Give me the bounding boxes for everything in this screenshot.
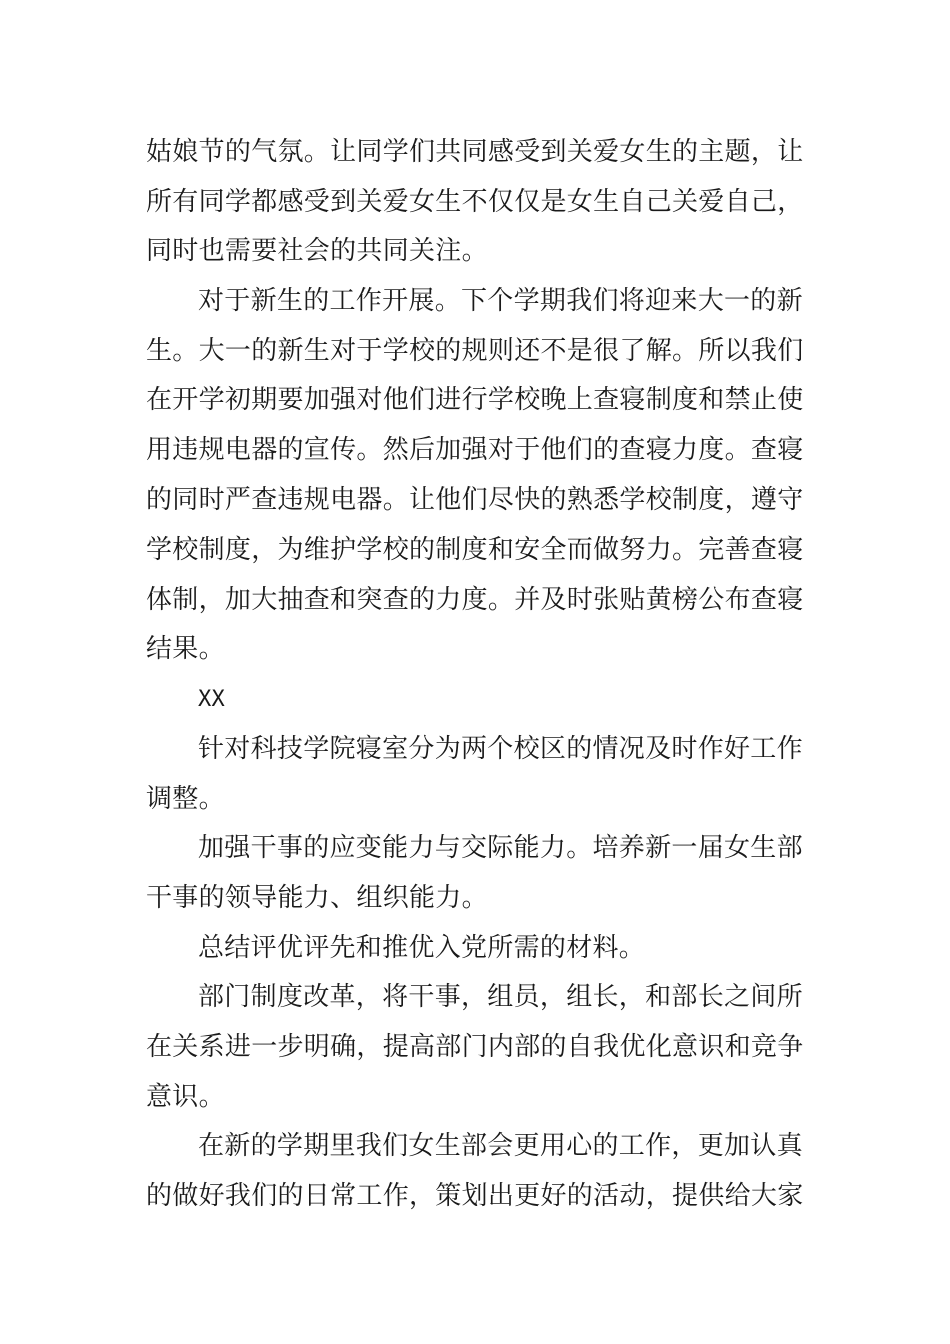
text-line: 所有同学都感受到关爱女生不仅仅是女生自己关爱自己， <box>146 187 804 217</box>
paragraph-first-line: 部门制度改革，将干事，组员，组长，和部长之间所 <box>198 982 803 1012</box>
text-line: 姑娘节的气氛。让同学们共同感受到关爱女生的主题，让 <box>146 137 804 167</box>
text-line: 调整。 <box>146 784 225 814</box>
text-line: 同时也需要社会的共同关注。 <box>146 236 488 266</box>
text-line: 学校制度，为维护学校的制度和安全而做努力。完善查寝 <box>146 535 804 565</box>
text-line: 干事的领导能力、组织能力。 <box>146 883 488 913</box>
text-line: 用违规电器的宣传。然后加强对于他们的查寝力度。查寝 <box>146 435 804 465</box>
paragraph-first-line: 对于新生的工作开展。下个学期我们将迎来大一的新 <box>198 286 803 316</box>
paragraph-first-line: 加强干事的应变能力与交际能力。培养新一届女生部 <box>198 833 803 863</box>
text-line: 在开学初期要加强对他们进行学校晚上查寝制度和禁止使 <box>146 385 804 415</box>
text-line: 在关系进一步明确，提高部门内部的自我优化意识和竞争 <box>146 1032 804 1062</box>
paragraph-first-line: 针对科技学院寝室分为两个校区的情况及时作好工作 <box>198 734 803 764</box>
text-line: 体制，加大抽查和突查的力度。并及时张贴黄榜公布查寝 <box>146 585 804 615</box>
text-line: 结果。 <box>146 634 225 664</box>
section-marker: XX <box>198 687 226 712</box>
text-line: 意识。 <box>146 1082 225 1112</box>
text-line: 的做好我们的日常工作，策划出更好的活动，提供给大家 <box>146 1181 804 1211</box>
text-line: 生。大一的新生对于学校的规则还不是很了解。所以我们 <box>146 336 804 366</box>
text-line: 的同时严查违规电器。让他们尽快的熟悉学校制度，遵守 <box>146 485 804 515</box>
paragraph-first-line: 在新的学期里我们女生部会更用心的工作，更加认真 <box>198 1131 803 1161</box>
paragraph-first-line: 总结评优评先和推优入党所需的材料。 <box>198 933 646 963</box>
